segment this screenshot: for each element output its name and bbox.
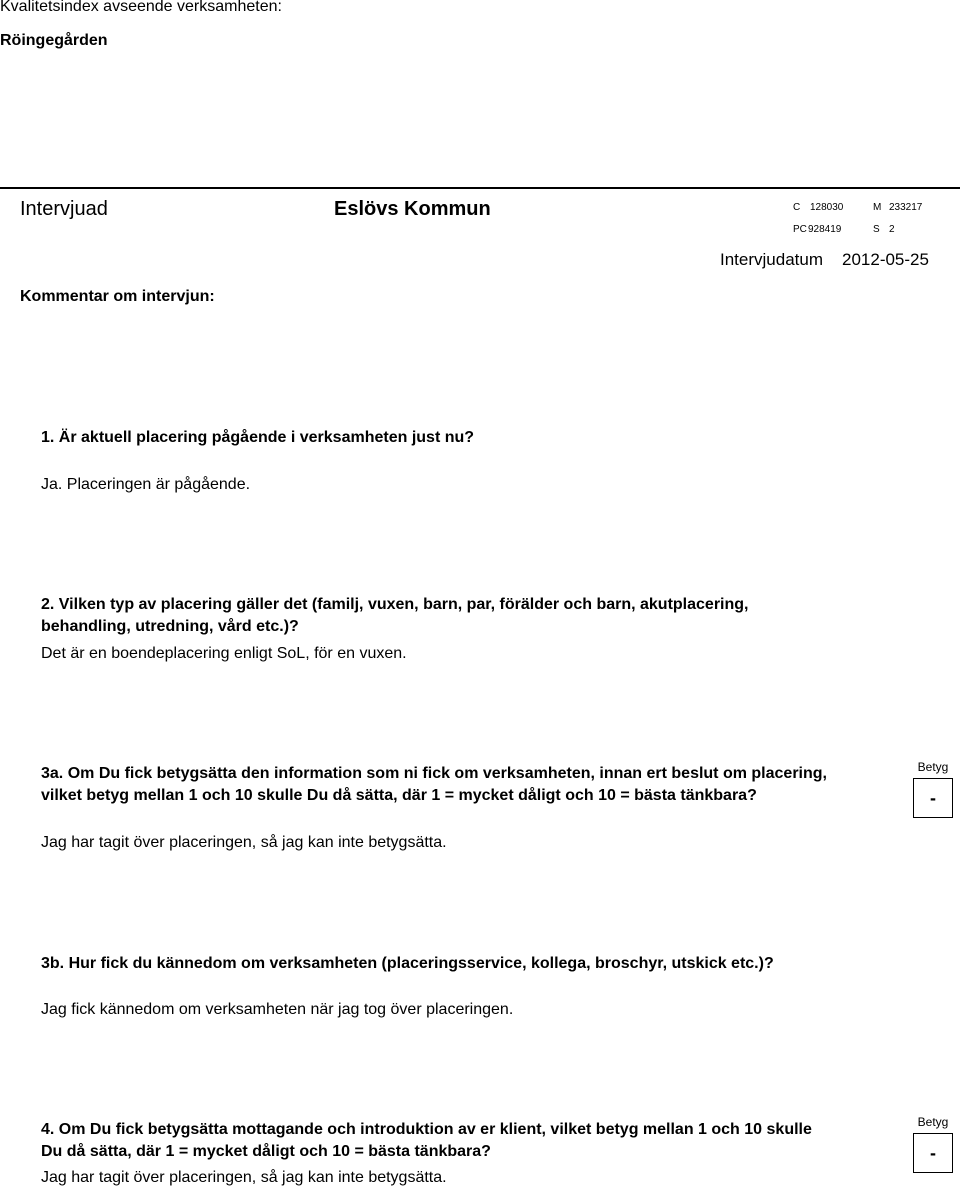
code-pc-value: 928419 xyxy=(808,224,842,235)
answer-3b: Jag fick kännedom om verksamheten när jag tog över placeringen. xyxy=(41,1001,514,1018)
code-m-value: 233217 xyxy=(889,202,923,213)
code-pc-label: PC xyxy=(793,224,807,235)
index-title: Kvalitetsindex avseende verksamheten: xyxy=(0,0,282,15)
question-4-line1 xyxy=(41,1119,812,1141)
interview-date-value: 2012-05-25 xyxy=(842,250,929,269)
question-text: Om Du fick betygsätta mottagande och introduktion av er klient, vilket betyg mellan 1 och 10 skulle xyxy=(58,1121,812,1138)
question-number: 3a. xyxy=(41,765,64,782)
rating-value: - xyxy=(930,1142,936,1163)
code-c-label: C xyxy=(793,202,801,213)
facility-name: Röingegården xyxy=(0,32,108,49)
rating-box xyxy=(913,1133,953,1173)
interviewee-label: Intervjuad xyxy=(20,198,108,220)
answer-2: Det är en boendeplacering enligt SoL, för en vuxen. xyxy=(41,645,407,662)
question-text: Är aktuell placering pågående i verksamheten just nu? xyxy=(58,429,475,446)
question-2-line1 xyxy=(41,594,748,616)
question-text: Hur fick du kännedom om verksamheten (placeringsservice, kollega, broschyr, utskick etc.)? xyxy=(68,955,774,972)
question-4-line2: Du då sätta, där 1 = mycket dåligt och 10 = bästa tänkbara? xyxy=(41,1143,491,1160)
answer-3a: Jag har tagit över placeringen, så jag kan inte betygsätta. xyxy=(41,834,447,851)
header-divider xyxy=(0,187,960,189)
question-3b xyxy=(41,953,774,975)
question-3a-line2: vilket betyg mellan 1 och 10 skulle Du då sätta, där 1 = mycket dåligt och 10 = bästa tänkbara? xyxy=(41,787,757,804)
question-3a-line1 xyxy=(41,763,827,785)
rating-label: Betyg xyxy=(917,760,949,774)
rating-value: - xyxy=(930,787,936,808)
code-c-value: 128030 xyxy=(810,202,844,213)
interview-comment-label: Kommentar om intervjun: xyxy=(20,288,215,305)
code-m-label: M xyxy=(873,202,882,213)
question-2-line2: behandling, utredning, vård etc.)? xyxy=(41,618,299,635)
interviewee-name: Eslövs Kommun xyxy=(334,198,491,220)
question-number: 4. xyxy=(41,1121,55,1138)
interview-date-label: Intervjudatum xyxy=(720,250,823,269)
question-number: 3b. xyxy=(41,955,65,972)
answer-4: Jag har tagit över placeringen, så jag kan inte betygsätta. xyxy=(41,1169,447,1186)
rating-label: Betyg xyxy=(917,1115,949,1129)
answer-1: Ja. Placeringen är pågående. xyxy=(41,476,251,493)
rating-box xyxy=(913,778,953,818)
question-text: Vilken typ av placering gäller det (familj, vuxen, barn, par, förälder och barn, akutplacering, xyxy=(58,596,749,613)
question-1 xyxy=(41,427,474,449)
question-text: Om Du fick betygsätta den information som ni fick om verksamheten, innan ert beslut om placering, xyxy=(67,765,827,782)
code-s-label: S xyxy=(873,224,880,235)
code-s-value: 2 xyxy=(889,224,895,235)
question-number: 1. xyxy=(41,429,55,446)
question-number: 2. xyxy=(41,596,55,613)
